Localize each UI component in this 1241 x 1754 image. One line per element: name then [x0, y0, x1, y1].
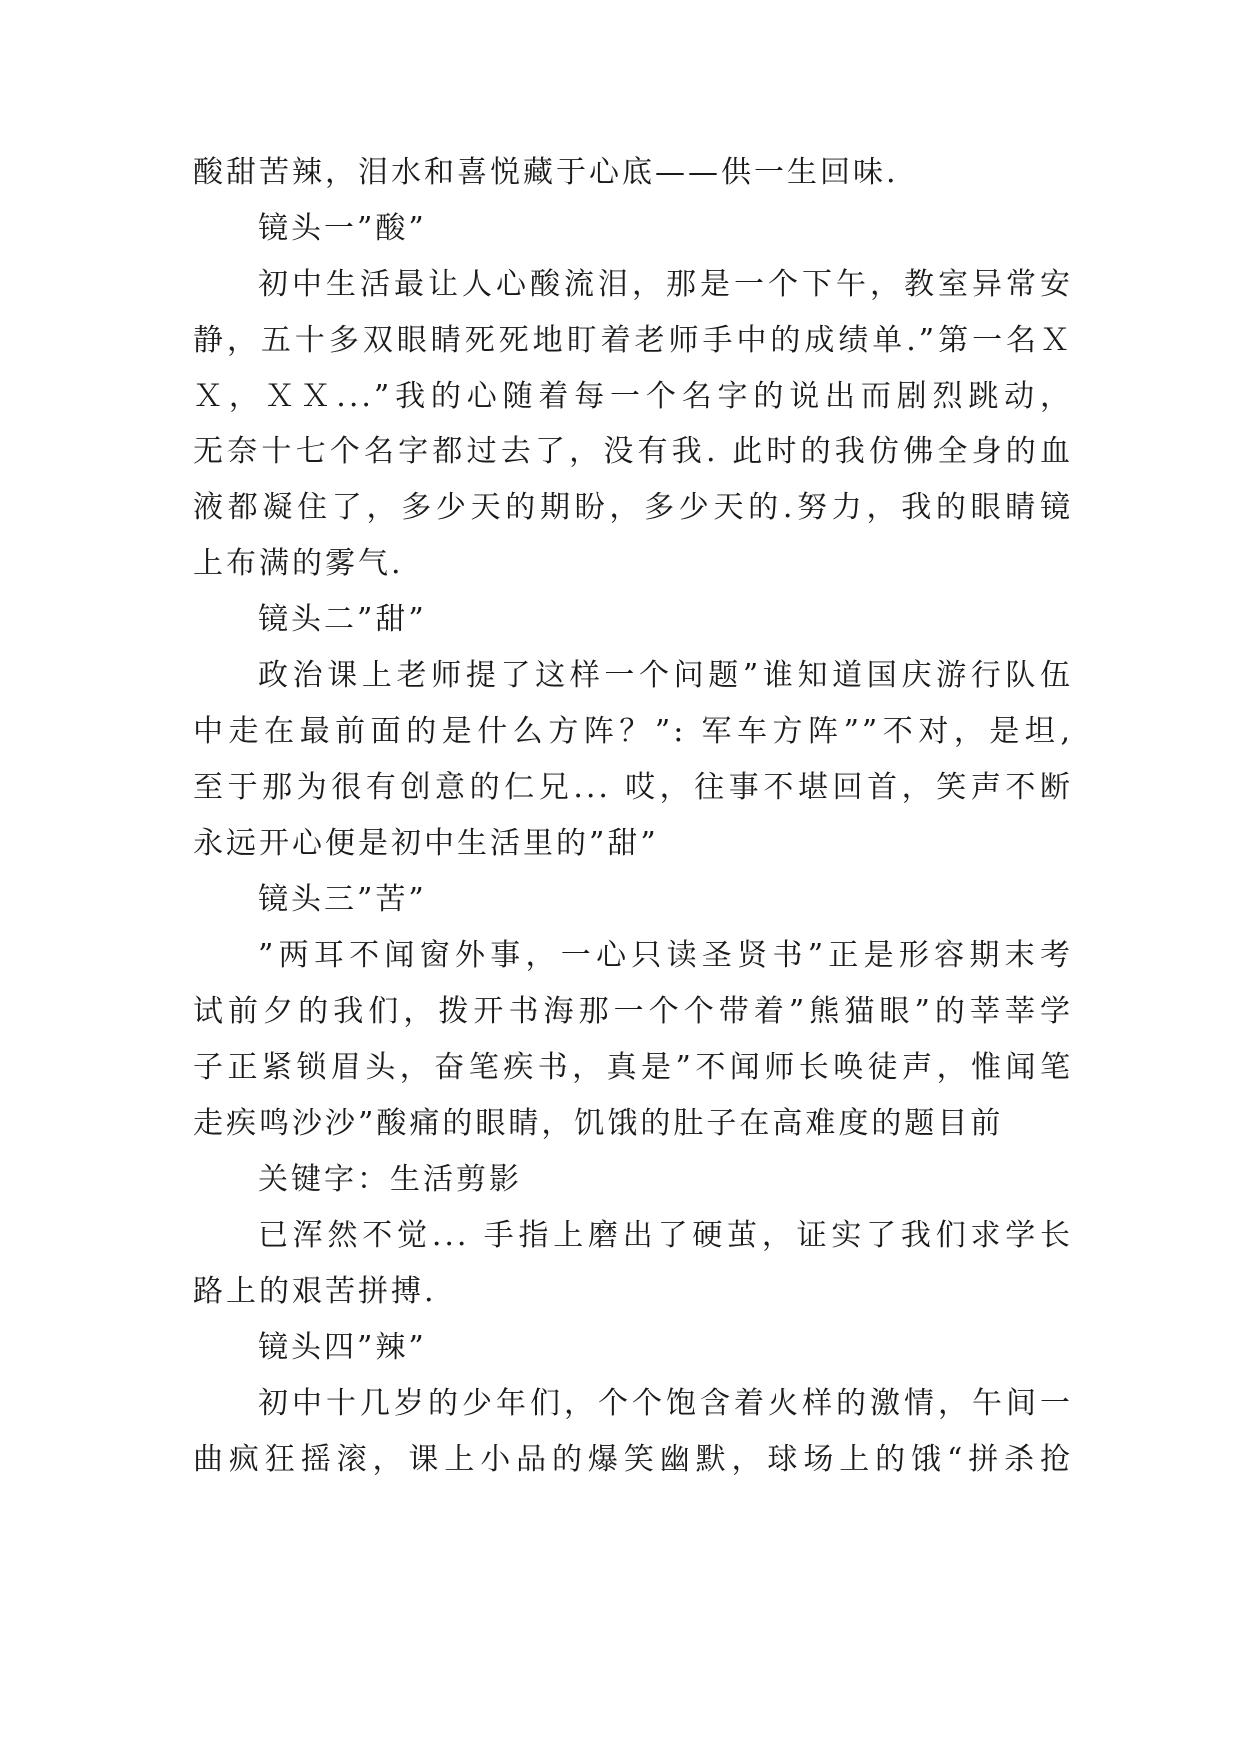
paragraph-line: 走疾鸣沙沙”酸痛的眼睛，饥饿的肚子在高难度的题目前	[193, 1106, 1004, 1141]
keywords-line: 关键字：生活剪影	[258, 1162, 522, 1197]
paragraph-line: 至于那为很有创意的仁兄... 哎，往事不堪回首，笑声不断	[193, 770, 1073, 805]
paragraph-line: 政治课上老师提了这样一个问题”谁知道国庆游行队伍	[258, 658, 1073, 693]
section-heading-sour: 镜头一”酸”	[258, 211, 427, 246]
section-heading-spicy: 镜头四”辣”	[258, 1330, 427, 1365]
section-heading-sweet: 镜头二”甜”	[258, 602, 427, 637]
paragraph-line: 初中生活最让人心酸流泪，那是一个下午，教室异常安	[258, 267, 1073, 302]
paragraph-line: 试前夕的我们，拨开书海那一个个带着”熊猫眼”的莘莘学	[193, 994, 1073, 1029]
paragraph-line: ”两耳不闻窗外事，一心只读圣贤书”正是形容期末考	[258, 938, 1073, 973]
paragraph-line: 已浑然不觉... 手指上磨出了硬茧，证实了我们求学长	[258, 1218, 1073, 1253]
paragraph-line: 酸甜苦辣，泪水和喜悦藏于心底——供一生回味.	[193, 155, 899, 190]
section-heading-bitter: 镜头三”苦”	[258, 882, 427, 917]
paragraph-line: 静，五十多双眼睛死死地盯着老师手中的成绩单.”第一名Ｘ	[193, 323, 1073, 358]
paragraph-line: 初中十几岁的少年们，个个饱含着火样的激情，午间一	[258, 1386, 1073, 1421]
paragraph-line: 中走在最前面的是什么方阵？”: 军车方阵””不对，是坦,	[193, 714, 1073, 749]
paragraph-line: 路上的艰苦拼搏.	[193, 1274, 437, 1309]
paragraph-line: 无奈十七个名字都过去了，没有我. 此时的我仿佛全身的血	[193, 434, 1073, 469]
paragraph-line: 上布满的雾气.	[193, 546, 404, 581]
paragraph-line: Ｘ，ＸＸ...”我的心随着每一个名字的说出而剧烈跳动，	[193, 379, 1073, 414]
paragraph-line: 曲疯狂摇滚，课上小品的爆笑幽默，球场上的饿“拼杀抢	[193, 1442, 1073, 1477]
paragraph-line: 子正紧锁眉头，奋笔疾书，真是”不闻师长唤徒声，惟闻笔	[193, 1050, 1073, 1085]
paragraph-line: 液都凝住了，多少天的期盼，多少天的.努力，我的眼睛镜	[193, 490, 1073, 525]
paragraph-line: 永远开心便是初中生活里的”甜”	[193, 826, 659, 861]
